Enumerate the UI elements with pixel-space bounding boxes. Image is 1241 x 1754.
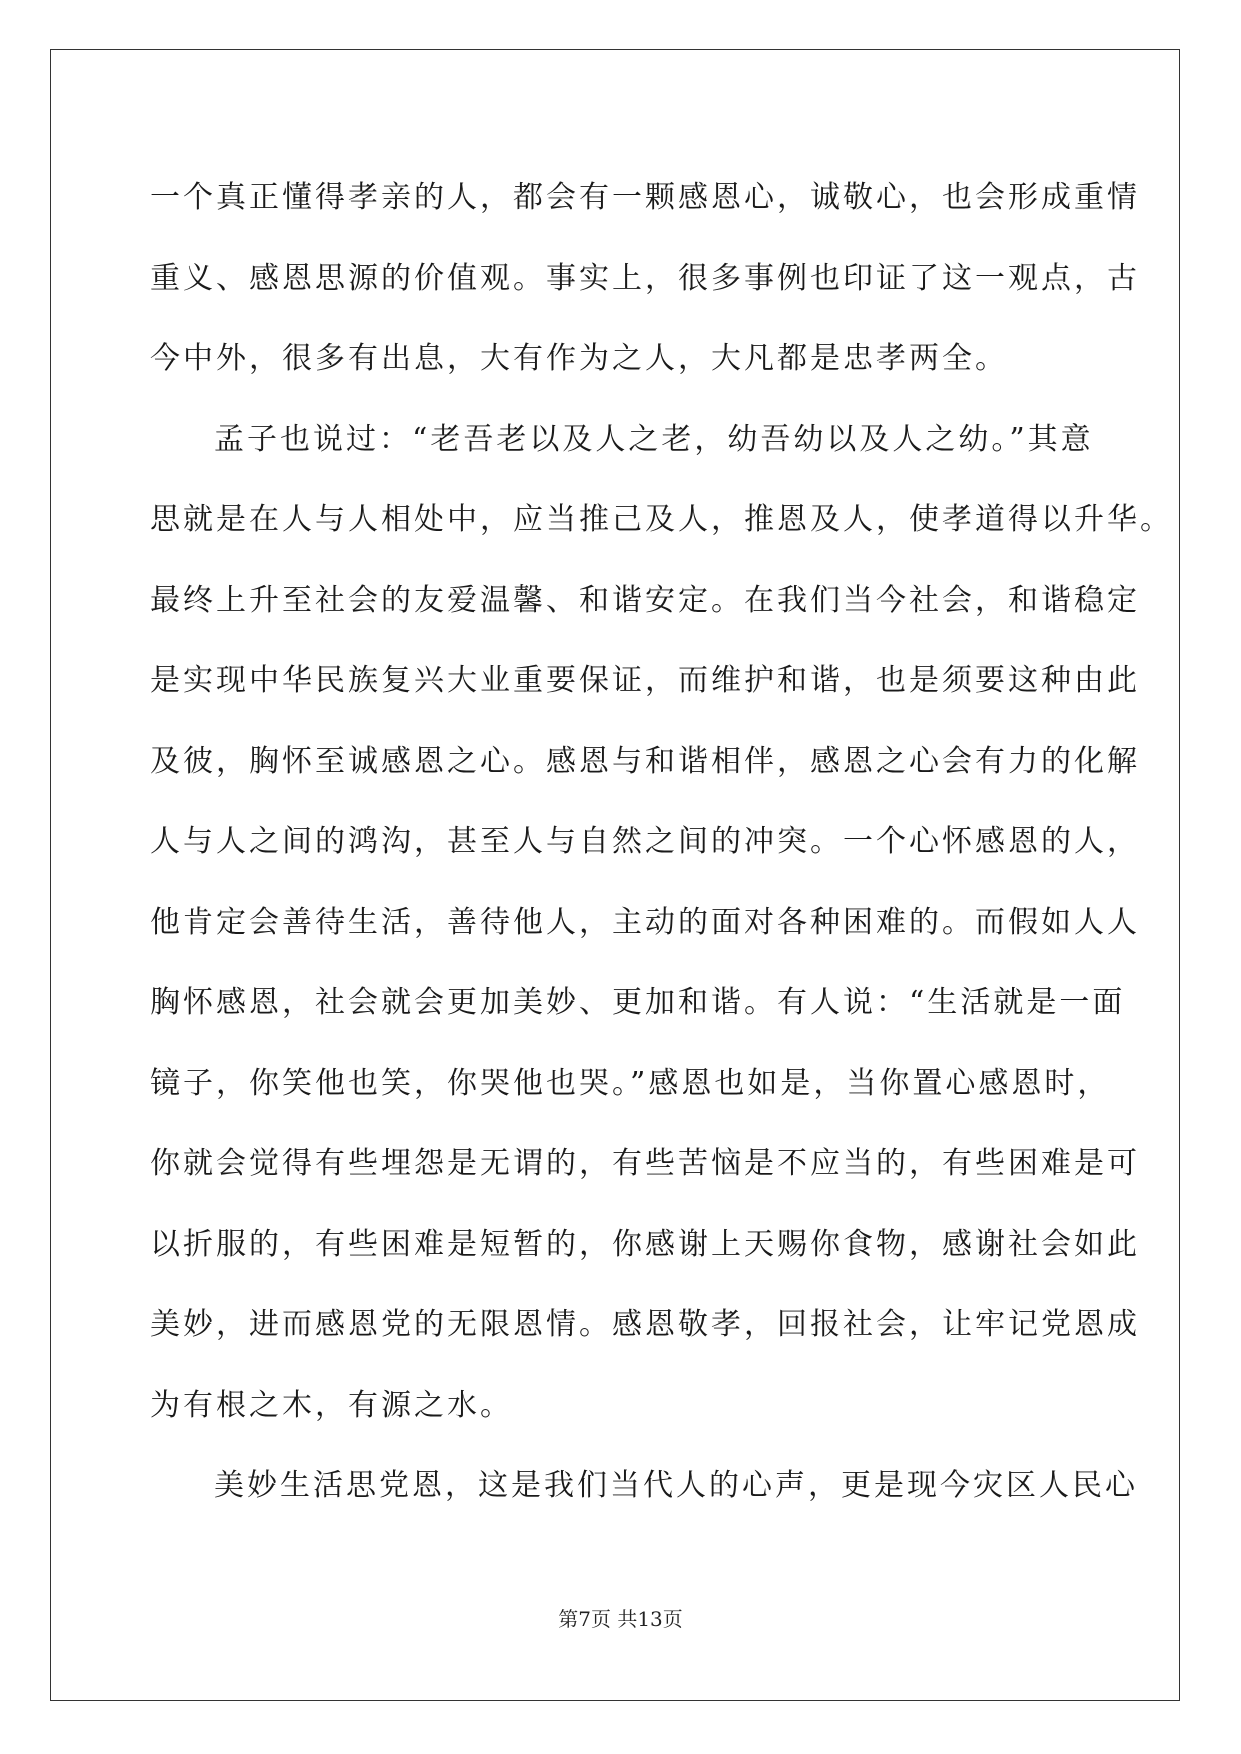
paragraph-start-line: 孟子也说过：“老吾老以及人之老，幼吾幼以及人之幼。”其意 (214, 421, 1094, 457)
text-line: 美妙，进而感恩党的无限恩情。感恩敬孝，回报社会，让牢记党恩成 (150, 1307, 1140, 1342)
document-body (150, 158, 1173, 1527)
text-line: 今中外，很多有出息，大有作为之人，大凡都是忠孝两全。 (150, 341, 1008, 376)
text-line: 他肯定会善待生活，善待他人，主动的面对各种困难的。而假如人人 (150, 904, 1140, 940)
text-line: 最终上升至社会的友爱温馨、和谐安定。在我们当今社会，和谐稳定 (150, 582, 1140, 618)
text-line: 是实现中华民族复兴大业重要保证，而维护和谐，也是须要这种由此 (150, 663, 1140, 698)
paragraph-start-line: 美妙生活思党恩，这是我们当代人的心声，更是现今灾区人民心 (214, 1468, 1138, 1503)
text-line: 为有根之木，有源之水。 (150, 1387, 513, 1423)
text-line: 胸怀感恩，社会就会更加美妙、更加和谐。有人说：“生活就是一面 (150, 985, 1126, 1020)
text-line: 你就会觉得有些埋怨是无谓的，有些苦恼是不应当的，有些困难是可 (150, 1146, 1140, 1181)
text-line: 重义、感恩思源的价值观。事实上，很多事例也印证了这一观点，古 (150, 260, 1140, 296)
text-line: 思就是在人与人相处中，应当推己及人，推恩及人，使孝道得以升华。 (150, 502, 1173, 537)
text-line: 及彼，胸怀至诚感恩之心。感恩与和谐相伴，感恩之心会有力的化解 (150, 743, 1140, 779)
text-line: 镜子，你笑他也笑，你哭他也哭。”感恩也如是，当你置心感恩时， (150, 1065, 1111, 1101)
text-line: 以折服的，有些困难是短暂的，你感谢上天赐你食物，感谢社会如此 (150, 1226, 1140, 1262)
text-line: 人与人之间的鸿沟，甚至人与自然之间的冲突。一个心怀感恩的人， (150, 824, 1140, 859)
page-number-footer: 第7页 共13页 (558, 1607, 683, 1631)
text-line: 一个真正懂得孝亲的人，都会有一颗感恩心，诚敬心，也会形成重情 (150, 180, 1140, 215)
